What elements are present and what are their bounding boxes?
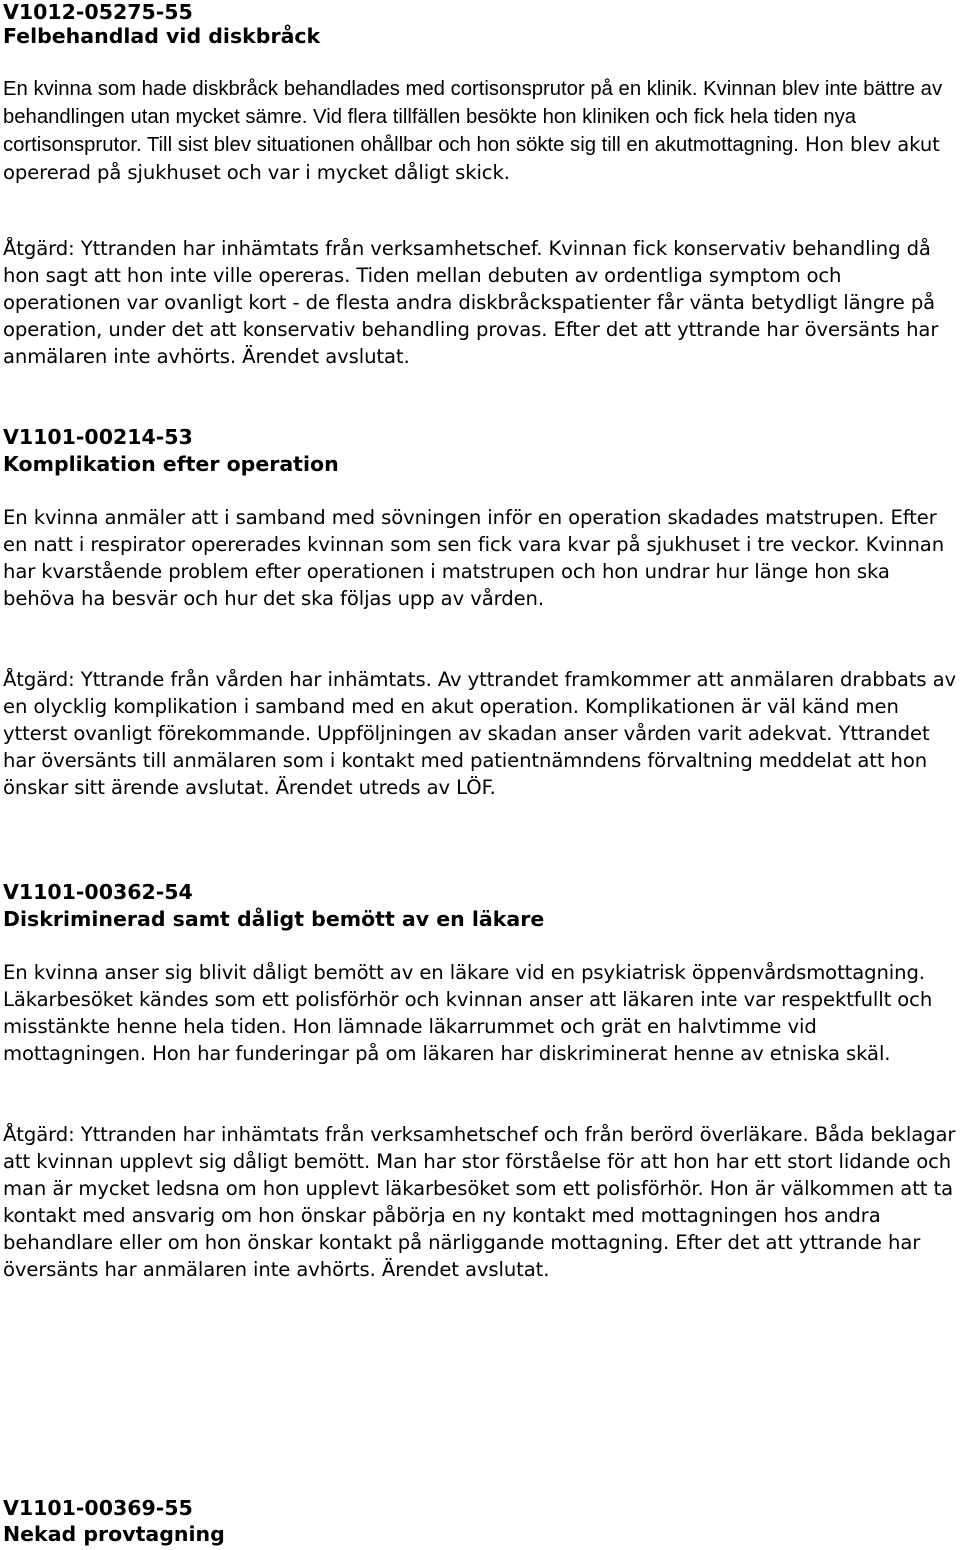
- case-id: V1101-00214-53: [3, 425, 193, 449]
- case-action: Åtgärd: Yttranden har inhämtats från verksamhetschef. Kvinnan fick konservativ behandling då hon sagt att hon inte ville opereras. Tiden mellan debuten av ordentliga symptom och operationen var ovanligt kort - de flesta andra diskbråckspatienter får vänta betydligt längre på operation, under det att konservativ behandling provas. Efter det att yttrande har översänts har anmälaren inte avhörts. Ärendet avslutat.: [3, 237, 939, 368]
- case-action: Åtgärd: Yttrande från vården har inhämtats. Av yttrandet framkommer att anmälaren drabbats av en olycklig komplikation i samband med en akut operation. Komplikationen är väl känd men ytterst ovanligt förekommande. Uppföljningen av skadan anser vården varit adekvat. Yttrandet har översänts till anmälaren som i kontakt med patientnämndens förvaltning meddelat att hon önskar sitt ärende avslutat. Ärendet utreds av LÖF.: [3, 668, 957, 799]
- case-title: Diskriminerad samt dåligt bemött av en läkare: [3, 907, 545, 931]
- case-complaint: [3, 75, 958, 186]
- case-complaint-part: En kvinna som hade diskbråck behandlades med cortisonsprutor på en klinik. Kvinnan blev inte bättre av behandlingen utan mycket sämre. Vid flera tillfällen besökte hon kliniken och fick hela tiden nya cortisonsprutor. Till sist blev situationen ohållbar och hon sökte sig till en akutmottagning.: [3, 78, 943, 156]
- case-complaint: En kvinna anmäler att i samband med sövningen inför en operation skadades matstrupen. Efter en natt i respirator opererades kvinnan som sen fick vara kvar på sjukhuset i tre veckor. Kvinnan har kvarstående problem efter operationen i matstrupen och hon undrar hur länge hon ska behöva ha besvär och hur det ska följas upp av vården.: [3, 506, 945, 610]
- case-id: V1101-00369-55: [3, 1496, 193, 1520]
- case-id: V1101-00362-54: [3, 880, 193, 904]
- case-title: Komplikation efter operation: [3, 452, 339, 476]
- case-complaint-part: Hon blev akut opererad på sjukhuset och var i mycket dåligt skick.: [3, 133, 940, 184]
- case-title: Felbehandlad vid diskbråck: [3, 24, 321, 48]
- case-action: Åtgärd: Yttranden har inhämtats från verksamhetschef och från berörd överläkare. Båda beklagar att kvinnan upplevt sig dåligt bemött. Man har stor förståelse för att hon har ett stort lidande och man är mycket ledsna om hon upplevt läkarbesöket som ett polisförhör. Hon är välkommen att ta kontakt med ansvarig om hon önskar påbörja en ny kontakt med mottagningen hos andra behandlare eller om hon önskar kontakt på närliggande mottagning. Efter det att yttrande har översänts har anmälaren inte avhörts. Ärendet avslutat.: [3, 1123, 956, 1281]
- case-title: Nekad provtagning: [3, 1522, 225, 1546]
- case-complaint: En kvinna anser sig blivit dåligt bemött av en läkare vid en psykiatrisk öppenvårdsmottagning. Läkarbesöket kändes som ett polisförhör och kvinnan anser att läkaren inte var respektfullt och misstänkte henne hela tiden. Hon lämnade läkarrummet och grät en halvtimme vid mottagningen. Hon har funderingar på om läkaren har diskriminerat henne av etniska skäl.: [3, 961, 933, 1065]
- case-id: V1012-05275-55: [3, 0, 193, 24]
